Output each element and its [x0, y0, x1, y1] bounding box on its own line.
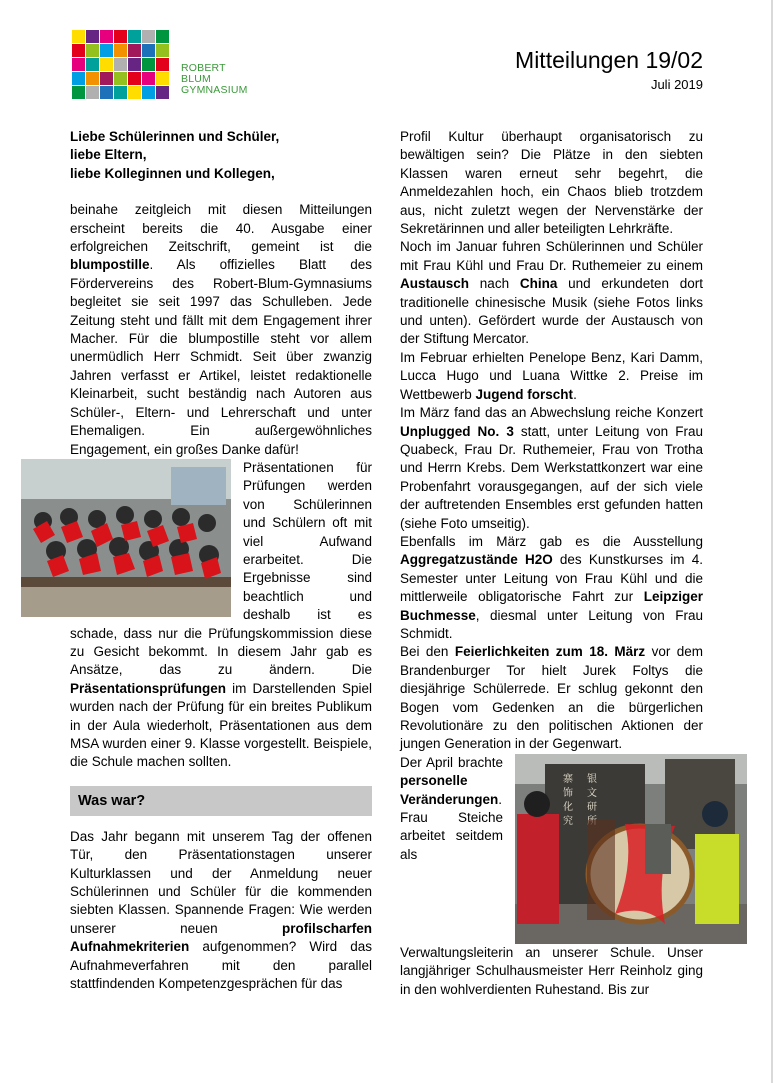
- paragraph-blumpostille: beinahe zeitgleich mit diesen Mitteilungen erscheint bereits die 40. Ausgabe einer erfolgreichen Zeitschrift, gemeint ist die blumpostille. Als offizielles Blatt des Fördervereins des Robert-Blum-Gymnasiums begleitet sie seit 1997 das Schulleben. Jede Zeitung steht und fällt mit dem Engagement ihrer Macher. Für die blumpostille steht vor allem unermüdlich Herr Schmidt. Seit über zwanzig Jahren verfasst er Artikel, leistet redaktionelle Kleinarbeit, sucht beständig nach Autoren aus Schüler-, Eltern- und Lehrerschaft und unter Ehemaligen. Ein außergewöhnliches Engagement, ein großes Danke dafür!: [70, 202, 372, 457]
- logo-tile: [156, 72, 169, 85]
- logo-tile: [142, 58, 155, 71]
- logo-tile: [86, 86, 99, 99]
- logo-tile: [72, 44, 85, 57]
- logo-tile: [142, 72, 155, 85]
- logo-tile: [156, 30, 169, 43]
- paragraph-18-maerz: Bei den Feierlichkeiten zum 18. März vor dem Brandenburger Tor hielt Jurek Foltys die diesjährige Schülerrede. Er schlug gekonnt den Bogen vom Gedenken an die bürgerlichen Revolutionäre zu den politischen Aktionen der jungen Generation in der Gegenwart.: [400, 644, 703, 752]
- logo-tile: [86, 58, 99, 71]
- newsletter-title: Mitteilungen 19/02: [515, 47, 703, 73]
- paragraph-tag-der-offenen-tuer: Das Jahr begann mit unserem Tag der offenen Tür, den Präsentationstagen unserer Kulturklassen und der Anmeldung neuer Schülerinnen und Schüler für die kommenden siebten Klassen. Spannende Fragen: Wie werden unserer neuen profilscharfen Aufnahmekriterien aufgenommen? Wird das Aufnahmeverfahren mit den parallel stattfindenden Kompetenzgesprächen für das: [70, 828, 372, 992]
- logo-tile: [100, 86, 113, 99]
- logo-tile: [128, 44, 141, 57]
- paragraph-jugend-forscht: Im Februar erhielten Penelope Benz, Kari Damm, Lucca Hugo und Luana Wittke 2. Preise im Wettbewerb Jugend forscht.: [400, 349, 703, 402]
- left-column: [70, 128, 372, 993]
- logo-tile: [72, 86, 85, 99]
- school-name: [181, 63, 248, 96]
- school-name-line: ROBERT: [181, 62, 226, 74]
- paragraph-praesentationen: Präsentationen für Prüfungen werden von Schülerinnen und Schülern oft mit viel Aufwand erarbeitet. Die Ergebnisse sind beachtlich und deshalb ist es schade, dass nur die Prüfungskommission diese zu Gesicht bekommt. In diesem Jahr gab es Ansätze, das zu ändern. Die Präsentationsprüfungen im Darstellenden Spiel wurden nach der Prüfung für ein breites Publikum in der Aula wiederholt, Präsentationen aus dem MSA wurden einer 9. Klasse vorgestellt. Beispiele, die Schule machen sollten.: [70, 459, 372, 772]
- logo-tile: [72, 58, 85, 71]
- logo-tile: [100, 58, 113, 71]
- logo-tile: [72, 72, 85, 85]
- paragraph-unplugged: Im März fand das an Abwechslung reiche Konzert Unplugged No. 3 statt, unter Leitung von Frau Quabeck, Frau Dr. Ruthemeier, Frau von Trotha und Herrn Krebs. Dem Werkstattkonzert war eine Probenfahrt vorausgegangen, auf der sich viele der auftretenden Ensembles erst gefunden hatten (siehe Foto umseitig).: [400, 405, 703, 531]
- paragraph-april: 寨 银饰 文化 研究 Der April brachte personelle Veränderungen. Frau Steiche arbeitet seitdem als Verwaltungsleiterin an unserer Schule. Unser langjähriger Schulhausmeister Herr Reinholz ging in den wohlverdienten Ruhestand. Bis zur: [400, 754, 703, 999]
- logo-tile: [128, 72, 141, 85]
- paragraph-profil-kultur: Profil Kultur überhaupt organisatorisch zu bewältigen sein? Die Plätze in den siebten Klassen waren erneut sehr begehrt, die Anmeldezahlen hoch, ein Chaos blieb trotzdem aus, nicht zuletzt wegen der Nervenstärke der Sekretärinnen und aller beteiligten Lehrkräfte.: [400, 129, 703, 237]
- logo-tile: [156, 86, 169, 99]
- logo-tile: [86, 44, 99, 57]
- logo-tile: [128, 86, 141, 99]
- section-heading-was-war: Was war?: [70, 786, 372, 816]
- logo-tile: [156, 58, 169, 71]
- china-classroom-photo: [21, 459, 231, 617]
- paragraph-aggregatzustaende: Ebenfalls im März gab es die Ausstellung Aggregatzustände H2O des Kunstkurses im 4. Semester unter Leitung von Frau Kühl und die mittlerweile obligatorische Fahrt zur Leipziger Buchmesse, diesmal unter Leitung von Frau Schmidt.: [400, 533, 703, 641]
- logo-tile: [142, 44, 155, 57]
- logo-tile: [114, 30, 127, 43]
- school-logo: [72, 30, 170, 100]
- logo-tile: [128, 58, 141, 71]
- school-name-line: GYMNASIUM: [181, 84, 248, 96]
- logo-tile: [114, 86, 127, 99]
- svg-text:寨银饰文化研究所: 寨 银饰 文化 研究: [563, 773, 597, 827]
- logo-tile: [142, 30, 155, 43]
- logo-tile: [100, 44, 113, 57]
- greeting: Liebe Schülerinnen und Schüler, liebe Eltern, liebe Kolleginnen und Kollegen,: [70, 129, 280, 181]
- school-name-line: BLUM: [181, 73, 211, 85]
- logo-tile: [128, 30, 141, 43]
- logo-tile: [86, 72, 99, 85]
- newsletter-date: Juli 2019: [650, 77, 703, 92]
- logo-tile: [156, 44, 169, 57]
- logo-tile: [100, 72, 113, 85]
- logo-tile: [142, 86, 155, 99]
- logo-tile: [114, 72, 127, 85]
- logo-tile: [114, 58, 127, 71]
- paragraph-austausch-china: Noch im Januar fuhren Schülerinnen und Schüler mit Frau Kühl und Frau Dr. Ruthemeier zu einem Austausch nach China und erkundeten dort traditionelle chinesische Musik (siehe Fotos links und unten). Gefördert wurde der Austausch von der Stiftung Mercator.: [400, 239, 703, 347]
- right-column: [400, 128, 703, 999]
- drum-photo: [515, 754, 747, 944]
- logo-tile: [100, 30, 113, 43]
- logo-tile: [72, 30, 85, 43]
- logo-tile: [86, 30, 99, 43]
- logo-mosaic: [72, 30, 170, 99]
- logo-tile: [114, 44, 127, 57]
